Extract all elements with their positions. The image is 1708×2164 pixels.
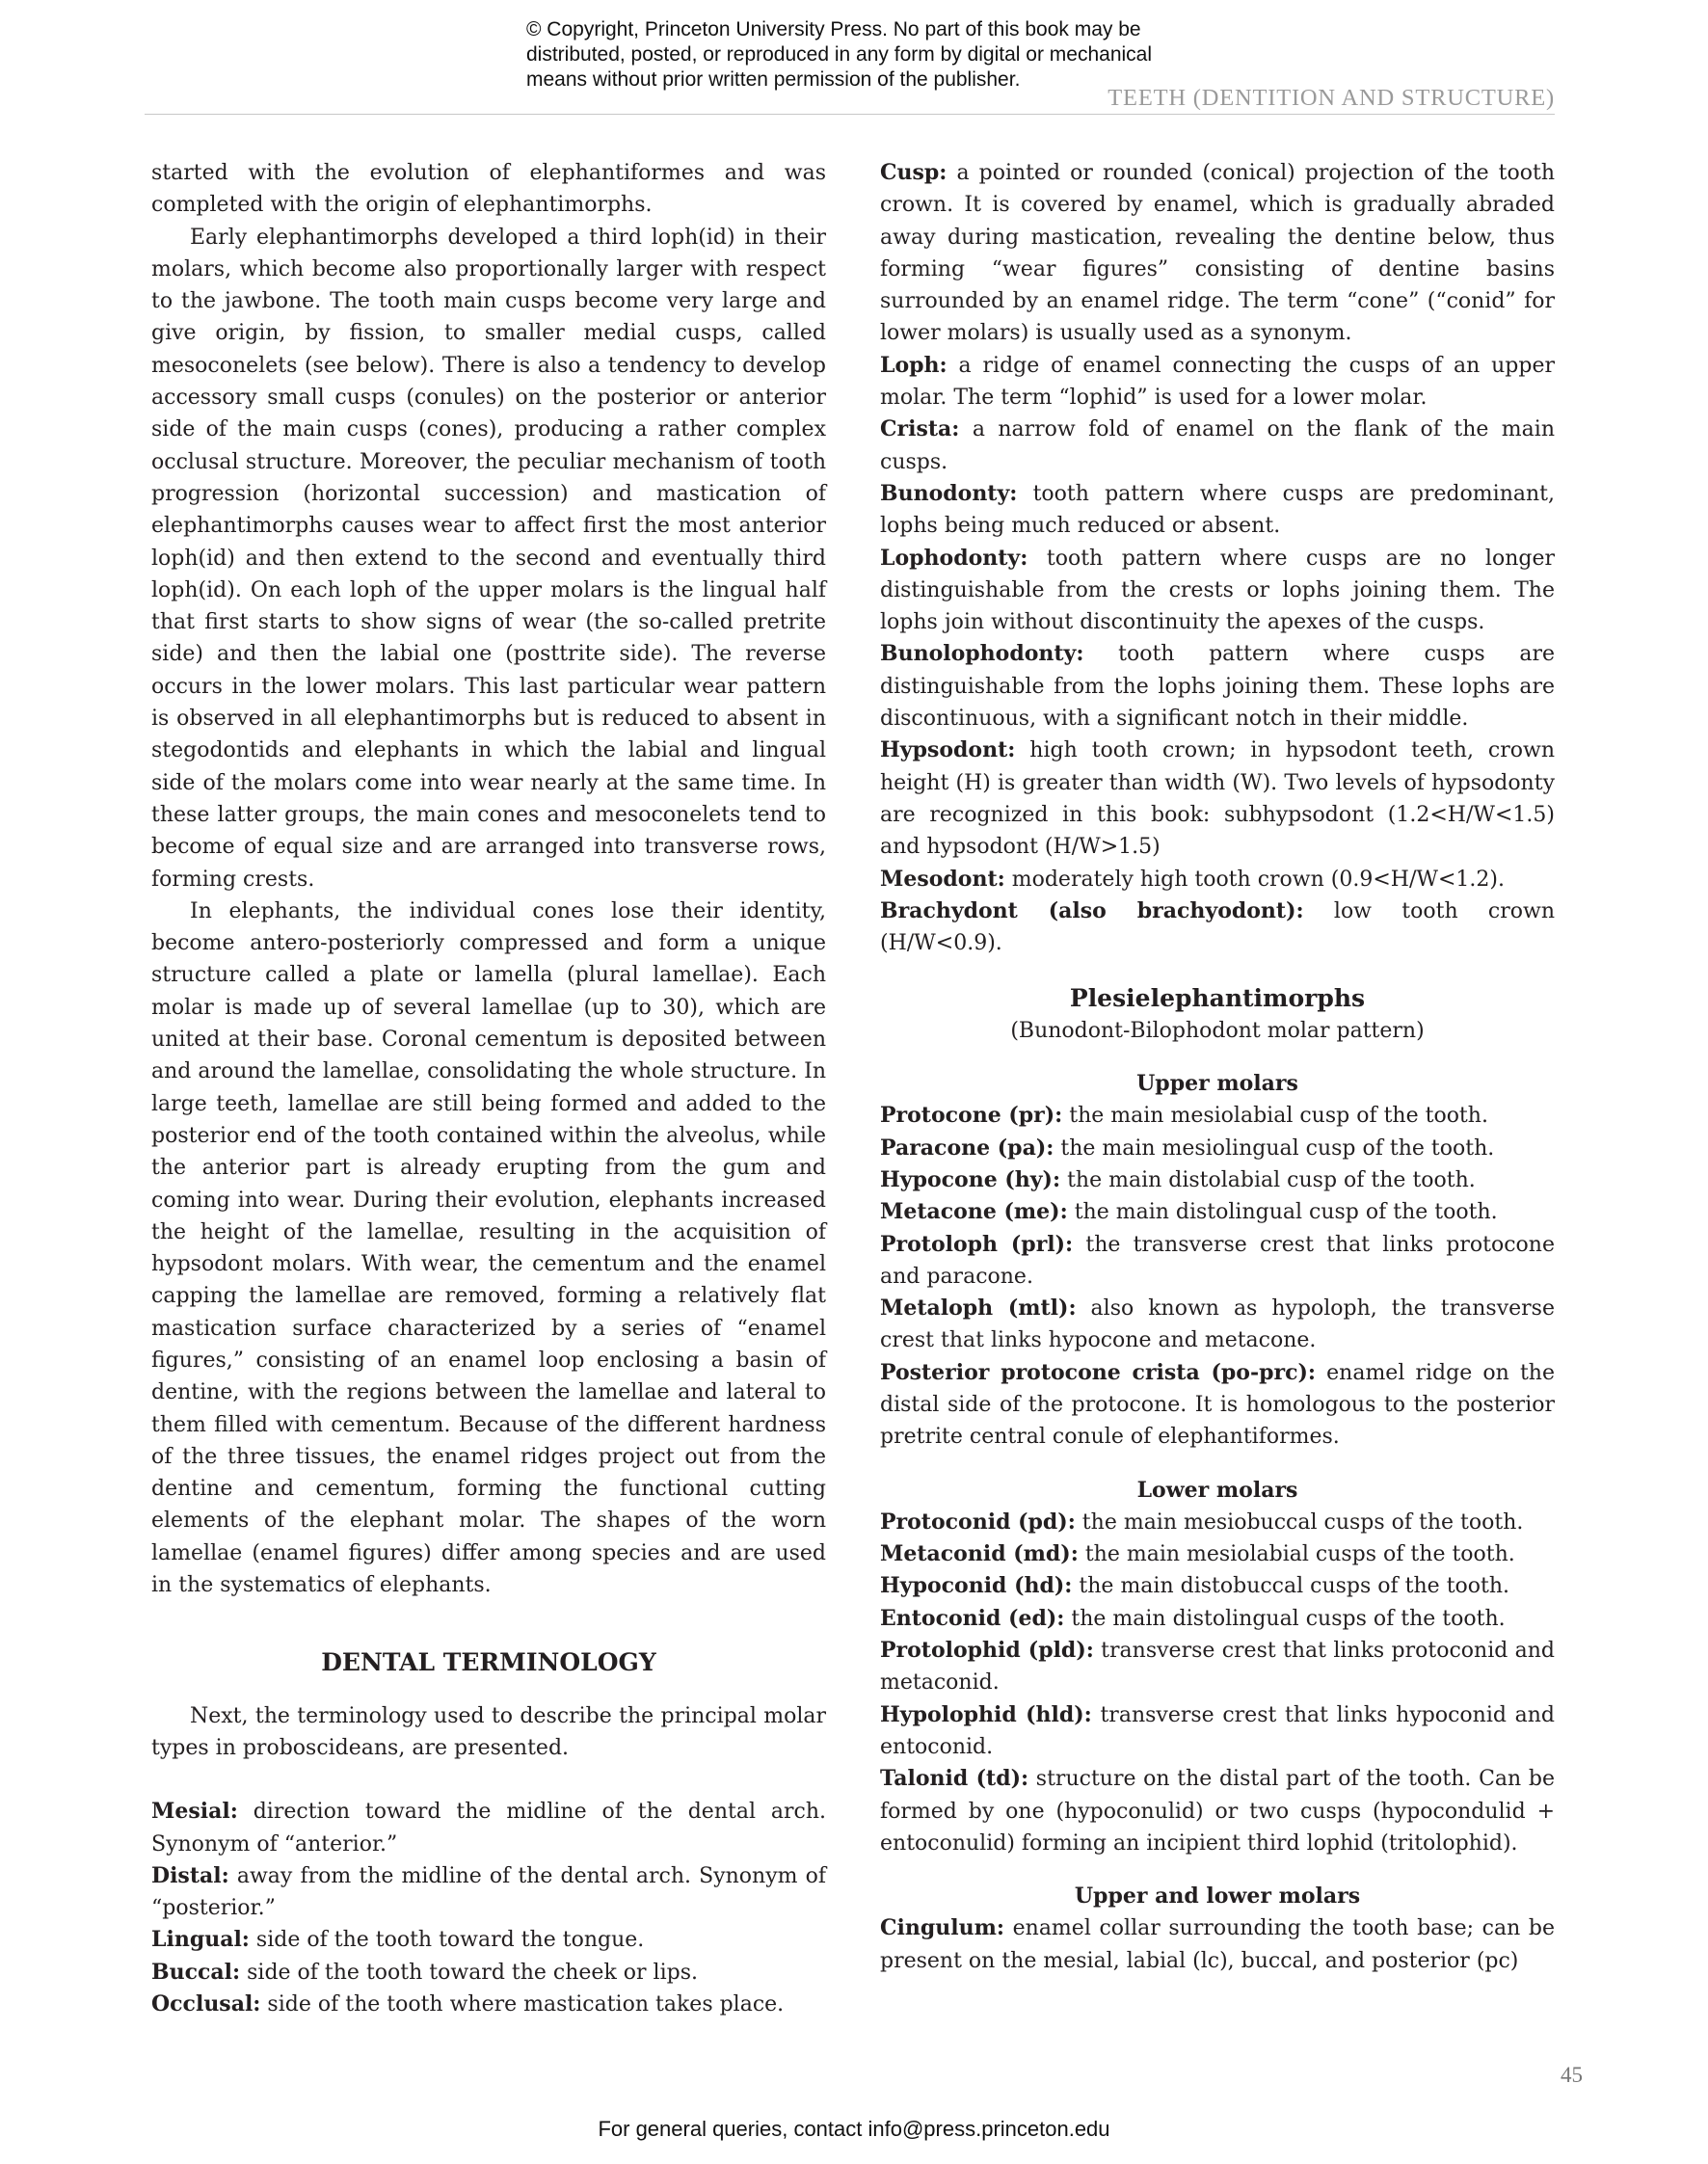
group-title: Plesielephantimorphs (1069, 984, 1366, 1013)
definition-text: a ridge of enamel connecting the cusps of an upper molar. The term “lophid” is used for a lower molar. (880, 353, 1555, 411)
lower-molars-list (880, 1507, 1555, 1859)
definition-text: the main mesiolabial cusps of the tooth. (1078, 1542, 1515, 1567)
definition-text: a pointed or rounded (conical) projection of the tooth crown. It is covered by enamel, which is gradually abraded away during mastication, revealing the dentine below, thus forming “wear figures” consisting of dentine basins surrounded by an enamel ridge. The term “cone” (“conid” for lower molars) is usually used as a synonym. (880, 161, 1555, 346)
definition-term: Bunodonty: (880, 480, 1018, 506)
definition-entry (880, 1763, 1555, 1859)
definition-term: Mesial: (151, 1799, 238, 1825)
upper-lower-molars-heading: Upper and lower molars (1074, 1883, 1361, 1910)
definition-entry (151, 1796, 826, 1860)
definition-text: also known as hypoloph, the transverse crest that links hypocone and metacone. (880, 1296, 1555, 1353)
definition-list (880, 157, 1555, 959)
definition-term: Mesodont: (880, 866, 1005, 892)
definition-entry (880, 864, 1555, 895)
intro-paragraph: Next, the terminology used to describe the principal molar types in proboscideans, are presented. (151, 1703, 826, 1760)
definition-text: side of the tooth where mastication takes place. (260, 1992, 785, 2017)
group-subtitle: (Bunodont-Bilophodont molar pattern) (1010, 1018, 1425, 1043)
definition-entry (880, 1133, 1555, 1164)
upper-molars-list (880, 1100, 1555, 1453)
footer-contact: For general queries, contact info@press.princeton.edu (598, 2117, 1110, 2141)
definition-entry (880, 1699, 1555, 1764)
definition-text: side of the tooth toward the tongue. (249, 1928, 645, 1953)
definition-term: Paracone (pa): (880, 1135, 1054, 1161)
definition-text: enamel ridge on the distal side of the protocone. It is homologous to the posterior pretrite central conule of elephantiformes. (880, 1360, 1555, 1450)
definition-term: Talonid (td): (880, 1766, 1029, 1792)
definition-entry (880, 735, 1555, 863)
definition-text: the main mesiobuccal cusps of the tooth. (1075, 1509, 1524, 1535)
definition-term: Lophodonty: (880, 545, 1028, 571)
definition-text: structure on the distal part of the tooth. Can be formed by one (hypoconulid) or two cusps (hypocondulid + entoconulid) forming an incipient third lophid (tritolophid). (880, 1767, 1555, 1856)
definition-entry (151, 1924, 826, 1956)
definition-text: the transverse crest that links protocone and paracone. (880, 1232, 1555, 1289)
definition-entry (880, 1100, 1555, 1132)
running-head: TEETH (DENTITION AND STRUCTURE) (1108, 85, 1555, 111)
definition-text: the main mesiolabial cusp of the tooth. (1062, 1104, 1488, 1129)
definition-entry (880, 1229, 1555, 1294)
definition-entry (880, 638, 1555, 735)
definition-term: Distal: (151, 1862, 229, 1888)
definition-text: the main distolingual cusp of the tooth. (1067, 1200, 1498, 1225)
definition-text: moderately high tooth crown (0.9<H/W<1.2). (1004, 867, 1505, 892)
definition-term: Posterior protocone crista (po-prc): (880, 1359, 1316, 1385)
right-column (880, 157, 1555, 1977)
definition-term: Brachydont (also brachyodont): (880, 897, 1304, 923)
definition-term: Buccal: (151, 1959, 241, 1985)
definition-entry (880, 543, 1555, 639)
definition-text: away from the midline of the dental arch. Synonym of “posterior.” (151, 1863, 826, 1921)
definition-text: direction toward the midline of the dental arch. Synonym of “anterior.” (151, 1800, 826, 1857)
definition-text: enamel collar surrounding the tooth base; can be present on the mesial, labial (lc), buccal, and posterior (pc) (880, 1916, 1555, 1973)
definition-term: Hypsodont: (880, 737, 1016, 763)
definition-entry (880, 1912, 1555, 1977)
definition-text: transverse crest that links protoconid and metaconid. (880, 1639, 1556, 1696)
definition-text: tooth pattern where cusps are predominant, lophs being much reduced or absent. (880, 481, 1555, 539)
definition-entry (151, 1860, 826, 1925)
definition-term: Metaconid (md): (880, 1541, 1079, 1567)
definition-term: Cusp: (880, 160, 947, 185)
definition-term: Metaloph (mtl): (880, 1296, 1077, 1322)
definition-term: Protoloph (prl): (880, 1231, 1074, 1257)
copyright-notice (526, 17, 1220, 93)
header-rule (145, 114, 1555, 115)
definition-text: high tooth crown; in hypsodont teeth, crown height (H) is greater than width (W). Two levels of hypsodonty are recognized in this book: subhypsodont (1.2<H/W<1.5) and hypsodont (H/W>1.5) (880, 738, 1555, 860)
definition-term: Hypocone (hy): (880, 1166, 1061, 1192)
definition-entry (880, 350, 1555, 414)
definition-entry (151, 1989, 826, 2020)
copyright-line: distributed, posted, or reproduced in any form by digital or mechanical (526, 43, 1153, 66)
definition-term: Protoconid (pd): (880, 1509, 1076, 1535)
definition-text: the main distolabial cusp of the tooth. (1060, 1167, 1476, 1192)
definition-text: low tooth crown (H/W<0.9). (880, 898, 1555, 956)
definition-term: Metacone (me): (880, 1199, 1068, 1225)
definition-entry (880, 1635, 1555, 1699)
definition-text: tooth pattern where cusps are distinguishable from the lophs joining them. These lophs are discontinuous, with a significant notch in their middle. (880, 642, 1555, 732)
definition-entry (151, 1957, 826, 1989)
definition-term: Hypoconid (hd): (880, 1573, 1073, 1599)
upper-lower-molars-list (880, 1912, 1555, 1977)
definition-term: Lingual: (151, 1927, 250, 1953)
definition-entry (880, 1357, 1555, 1454)
definition-term: Crista: (880, 416, 960, 442)
definition-term: Hypolophid (hld): (880, 1701, 1092, 1727)
definition-text: side of the tooth toward the cheek or lips. (240, 1960, 698, 1985)
definition-entry (880, 895, 1555, 960)
definition-entry (880, 1293, 1555, 1357)
definition-term: Loph: (880, 352, 947, 378)
definition-entry (880, 1196, 1555, 1228)
definition-term: Cingulum: (880, 1915, 1004, 1941)
definition-entry (880, 414, 1555, 478)
definition-entry (880, 478, 1555, 543)
body-paragraph: Early elephantimorphs developed a third loph(id) in their molars, which become also proportionally larger with respect to the jawbone. The tooth main cusps become very large and give origin, by fission, to smaller medial cusps, called mesoconelets (see below). There is also a tendency to develop accessory small cusps (conules) on the posterior or anterior side of the main cusps (cones), producing a rather complex occlusal structure. Moreover, the peculiar mechanism of tooth progression (horizontal succession) and mastication of elephantimorphs causes wear to affect first the most anterior loph(id) and then extend to the second and eventually third loph(id). On each loph of the upper molars is the lingual half that first starts to show signs of wear (the so-called pretrite side) and then the labial one (posttrite side). The reverse occurs in the lower molars. This last particular wear pattern is observed in all elephantimorphs but is reduced to absent in stegodontids and elephants in which the labial and lingual side of the molars come into wear nearly at the same time. In these latter groups, the main cones and mesoconelets tend to become of equal size and are arranged into transverse rows, forming crests. (151, 225, 826, 892)
definition-text: a narrow fold of enamel on the flank of the main cusps. (880, 417, 1555, 474)
definition-term: Protocone (pr): (880, 1103, 1063, 1129)
definition-text: the main distolingual cusps of the tooth. (1064, 1606, 1506, 1631)
body-paragraph: started with the evolution of elephantiformes and was completed with the origin of elephantimorphs. (151, 161, 826, 218)
left-column (151, 157, 826, 2020)
body-paragraph: In elephants, the individual cones lose their identity, become antero-posteriorly compressed and form a unique structure called a plate or lamella (plural lamellae). Each molar is made up of several lamellae (up to 30), which are united at their base. Coronal cementum is deposited between and around the lamellae, consolidating the whole structure. In large teeth, lamellae are still being formed and added to the posterior end of the tooth contained within the alveolus, while the anterior part is already erupting from the gum and coming into wear. During their evolution, elephants increased the height of the lamellae, resulting in the acquisition of hypsodont molars. With wear, the cementum and the enamel capping the lamellae are removed, forming a relatively flat mastication surface characterized by a series of “enamel figures,” consisting of an enamel loop enclosing a basin of dentine, with the regions between the lamellae and lateral to them filled with cementum. Because of the different hardness of the three tissues, the enamel ridges project out from the dentine and cementum, forming the functional cutting elements of the elephant molar. The shapes of the worn lamellae (enamel figures) differ among species and are used in the systematics of elephants. (151, 898, 826, 1598)
upper-molars-heading: Upper molars (1136, 1071, 1298, 1097)
definition-list (151, 1796, 826, 2020)
definition-term: Bunolophodonty: (880, 641, 1084, 667)
definition-term: Occlusal: (151, 1991, 261, 2017)
definition-text: transverse crest that links hypoconid and entoconid. (880, 1702, 1556, 1759)
definition-entry (880, 1507, 1555, 1538)
definition-entry (880, 1164, 1555, 1196)
definition-entry (880, 1603, 1555, 1635)
definition-entry (880, 1570, 1555, 1602)
definition-text: the main mesiolingual cusp of the tooth. (1054, 1135, 1495, 1161)
definition-term: Entoconid (ed): (880, 1605, 1065, 1631)
definition-text: tooth pattern where cusps are no longer distinguishable from the crests or lophs joining them. The lophs join without discontinuity the apexes of the cusps. (880, 546, 1555, 635)
lower-molars-heading: Lower molars (1136, 1477, 1298, 1503)
copyright-line: © Copyright, Princeton University Press. No part of this book may be (526, 18, 1141, 40)
definition-entry (880, 157, 1555, 350)
definition-term: Protolophid (pld): (880, 1638, 1094, 1664)
page-number: 45 (1561, 2063, 1583, 2087)
section-heading: DENTAL TERMINOLOGY (321, 1648, 656, 1677)
copyright-line: means without prior written permission of the publisher. (526, 68, 1021, 91)
definition-text: the main distobuccal cusps of the tooth. (1072, 1574, 1510, 1599)
definition-entry (880, 1538, 1555, 1570)
